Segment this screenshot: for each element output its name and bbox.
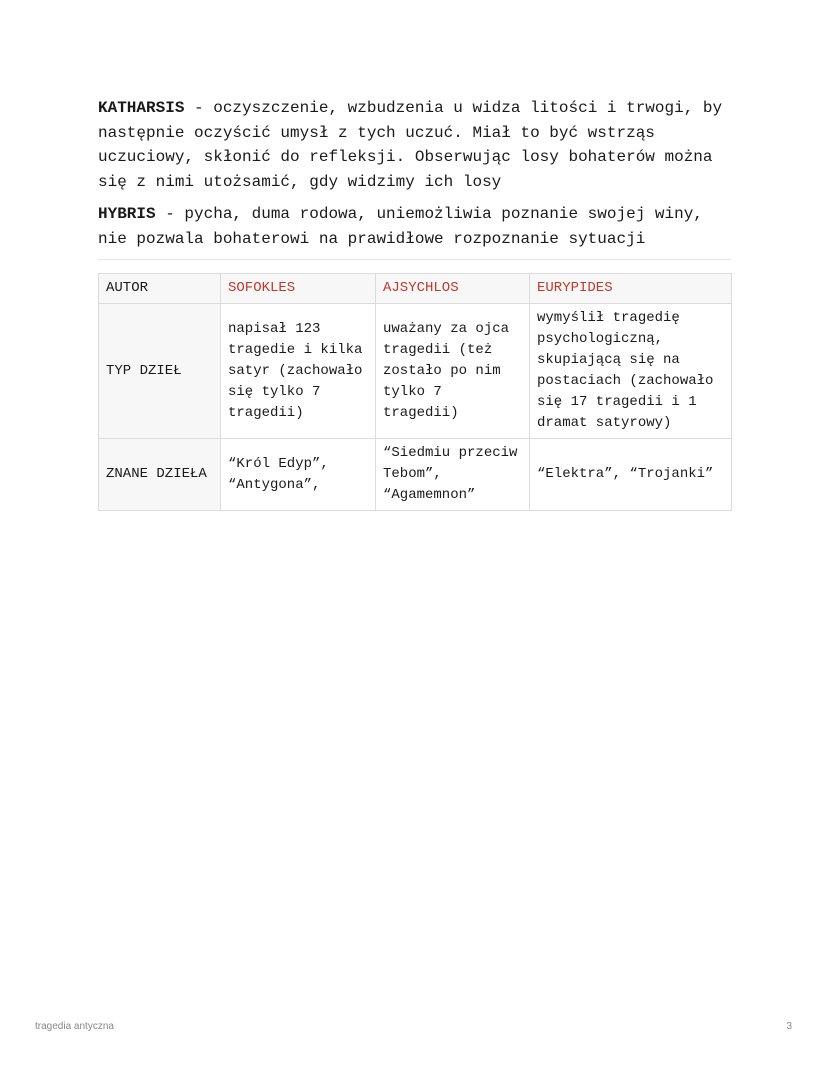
footer-title: tragedia antyczna	[35, 1021, 114, 1032]
table-cell: “Elektra”, “Trojanki”	[530, 439, 732, 511]
definition-hybris	[98, 202, 731, 251]
header-cell-sofokles: SOFOKLES	[221, 274, 376, 304]
definition-text: - pycha, duma rodowa, uniemożliwia poznanie swojej winy, nie pozwala bohaterowi na prawidłowe rozpoznanie sytuacji	[98, 205, 703, 248]
table-row-znane-dziela	[99, 439, 732, 511]
table-cell: uważany za ojca tragedii (też zostało po nim tylko 7 tragedii)	[376, 304, 530, 439]
definition-katharsis	[98, 96, 731, 194]
header-cell-ajsychlos: AJSYCHLOS	[376, 274, 530, 304]
row-label: ZNANE DZIEŁA	[99, 439, 221, 511]
table-row-typ-dziel	[99, 304, 732, 439]
row-label: TYP DZIEŁ	[99, 304, 221, 439]
definition-term: KATHARSIS	[98, 99, 185, 117]
divider	[98, 259, 731, 260]
authors-table	[98, 273, 732, 511]
table-cell: “Król Edyp”, “Antygona”,	[221, 439, 376, 511]
header-cell-eurypides: EURYPIDES	[530, 274, 732, 304]
definition-text: - oczyszczenie, wzbudzenia u widza litości i trwogi, by następnie oczyścić umysł z tych uczuć. Miał to być wstrząs uczuciowy, skłonić do refleksji. Obserwując losy bohaterów można się z nimi utożsamić, gdy widzimy ich losy	[98, 99, 723, 191]
page-content	[98, 96, 731, 511]
table-header-row	[99, 274, 732, 304]
page-number: 3	[786, 1021, 792, 1032]
definition-term: HYBRIS	[98, 205, 156, 223]
table-cell: napisał 123 tragedie i kilka satyr (zachowało się tylko 7 tragedii)	[221, 304, 376, 439]
table-cell: “Siedmiu przeciw Tebom”, “Agamemnon”	[376, 439, 530, 511]
header-cell-autor: AUTOR	[99, 274, 221, 304]
table-cell: wymyślił tragedię psychologiczną, skupiającą się na postaciach (zachowało się 17 tragedii i 1 dramat satyrowy)	[530, 304, 732, 439]
